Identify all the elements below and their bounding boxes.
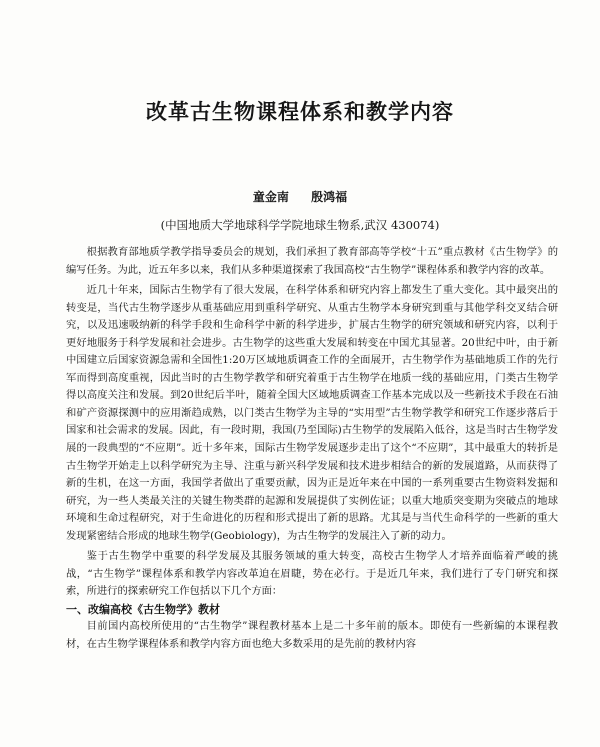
- body-paragraph: 近几十年来，国际古生物学有了很大发展，在科学体系和研究内容上都发生了重大变化。其中最突出的转变是，当代古生物学逐步从重基础应用到重科学研究、从重古生物学本身研究到重与其他学科交叉结合研究，以及迅速吸纳新的科学手段和生命科学中新的科学进步，扩展古生物学的研究领域和研究内容，以利于更好地服务于科学发展和社会进步。古生物学的这些重大发展和转变在中国尤其显著。20世纪中叶，由于新中国建立后国家资源急需和全国性1:20万区域地质调查工作的全面展开，古生物学作为基础地质工作的先行军而得到高度重视，因此当时的古生物学教学和研究着重于古生物学在地质一线的基础应用，门类古生物学得以高度关注和发展。到20世纪后半叶，随着全国大区域地质调查工作基本完成以及一些新技术手段在石油和矿产资源探测中的应用渐趋成熟，以门类古生物学为主导的“实用型”古生物学教学和研究工作逐步落后于国家和社会需求的发展。因此，有一段时期，我国(乃至国际)古生物学的发展陷入低谷，这是当时古生物学发展的一段典型的“不应期”。近十多年来，国际古生物学发展逐步走出了这个“不应期”，其中最重大的转折是古生物学开始走上以科学研究为主导、注重与新兴科学发展和技术进步相结合的新的发展道路，从而获得了新的生机，在这一方面，我国学者做出了重要贡献，因为正是近年来在中国的一系列重要古生物资料发掘和研究，为一些人类最关注的关键生物类群的起源和发展提供了实例佐证；以重大地质突变期为突破点的地球环境和生命过程研究，对于生命进化的历程和形式提出了新的思路。尤其是与当代生命科学的一些新的重大发现紧密结合形成的地球生物学(Geobiology)，为古生物学的发展注入了新的动力。: [66, 284, 558, 542]
- paper-title: 改革古生物课程体系和教学内容: [146, 99, 454, 124]
- body-paragraph: 根据教育部地质学教学指导委员会的规划，我们承担了教育部高等学校“十五”重点教材《古生物学》的编写任务。为此，近五年多以来，我们从多种渠道探索了我国高校“古生物学”课程体系和教学内容的改革。: [66, 246, 558, 276]
- author-name: 童金南: [252, 190, 289, 204]
- author-name: 殷鸿福: [311, 190, 348, 204]
- paper-body: [66, 244, 558, 654]
- author-list: [0, 188, 600, 205]
- body-paragraph: 鉴于古生物学中重要的科学发展及其服务领域的重大转变，高校古生物学人才培养面临着严峻的挑战，“古生物学”课程体系和教学内容改革迫在眉睫，势在必行。于是近几年来，我们进行了专门研究和探索，所进行的探索研究工作包括以下几个方面：: [66, 550, 558, 598]
- body-paragraph: 目前国内高校所使用的“古生物学”课程教材基本上是二十多年前的版本。即使有一些新编的本课程教材，在古生物学课程体系和教学内容方面也绝大多数采用的是先前的教材内容: [66, 620, 558, 651]
- affiliation: (中国地质大学地球科学学院地球生物系,武汉 430074): [160, 218, 440, 232]
- section-heading: 一、改编高校《古生物学》教材: [66, 602, 220, 616]
